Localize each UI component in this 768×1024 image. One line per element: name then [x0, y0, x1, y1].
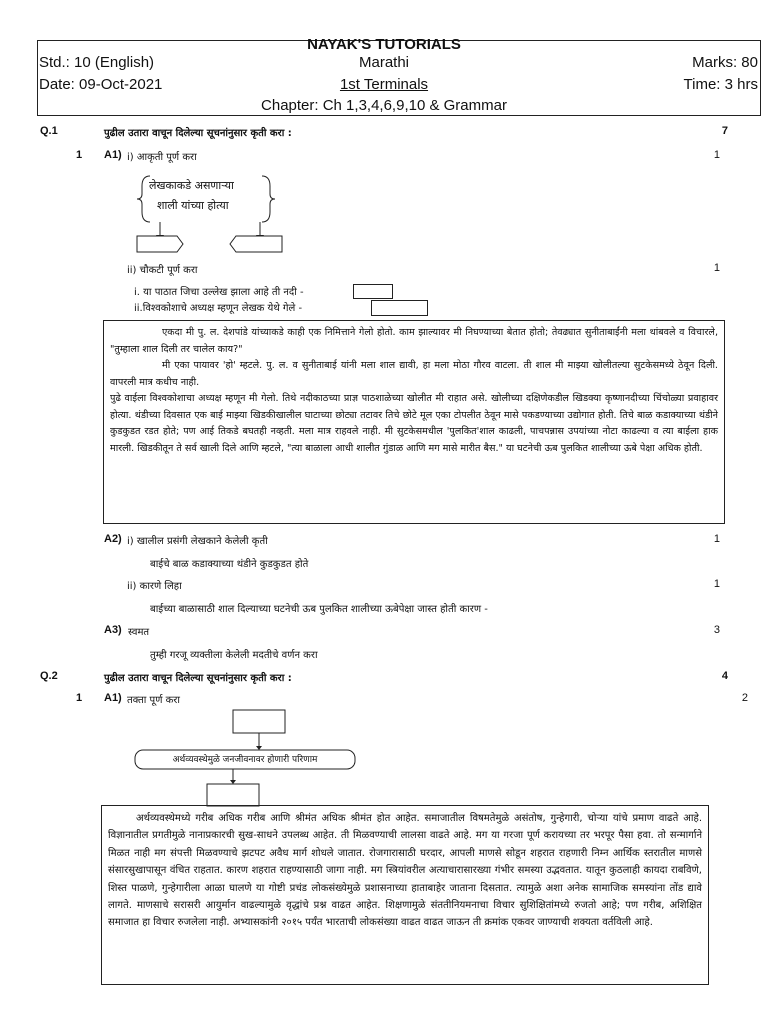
q1-sub-number: 1 [76, 149, 83, 161]
std-label: Std.: 10 (English) [39, 54, 155, 71]
q1-a2-i-text: i) खालील प्रसंगी लेखकाने केलेली कृती [127, 536, 268, 547]
marks-label: Marks: 80 [692, 54, 758, 71]
q2-marks: 4 [721, 670, 728, 682]
answer-box-place[interactable] [371, 300, 428, 316]
q1-a1-ii-text: ii) चौकटी पूर्ण करा [127, 265, 198, 276]
q2-a1-marks: 2 [741, 692, 748, 704]
institute-title: NAYAK'S TUTORIALS [307, 36, 461, 53]
q1-passage-para-3: पुढे वाईला विश्वकोशाचा अध्यक्ष म्हणून मी गेलो. तिथे नदीकाठच्या प्राज्ञ पाठशाळेच्या खोलीत मी राहात असे. खोलीच्या दक्षिणेकडील खिडक्या कृष्णानदीच्या चिंचोळ्या प्रवाहावर होत्या. थंडीच्या दिवसात एक बाई माझ्या खिडकीखालील घाटाच्या छोट्या तटावर तिचे छोटे मूल एका टोपलीत ठेवून मासे पकडण्याच्या उद्योगात होती. तिचे बाळ कडाक्याच्या थंडीने कुडकुडत रडत होते; पण आई तिकडे बघतही नव्हती. मला मात्र राहवले नाही. मी सुटकेसमधील 'पुलकित'शाल काढली, पाचपन्नास उपयांच्या नोटा काढल्या व त्या बाईला हाक मारली. खिडकीतून ते सर्व खाली दिले आणि म्हटले, "त्या बाळाला आधी शालीत गुंडाळ आणि मग मासे मारीत बैस." या घटनेची ऊब पुलकित शालीच्या ऊबे पेक्षा अधिक होती. [110, 393, 718, 454]
q1-label: Q.1 [40, 125, 58, 137]
concept-answer-box-left [137, 236, 183, 252]
q2-label: Q.2 [40, 670, 58, 682]
q1-passage-para-2: मी एका पायावर 'हो' म्हटले. पु. ल. व सुनीताबाई यांनी मला शाल द्यावी, हा मला मोठा गौरव वाटला. ती शाल मी माझ्या खोलीतल्या सुटकेसमध्ये ठेवून दिली. वापरली मात्र कधीच नाही. [110, 360, 718, 388]
q1-a2-label: A2) [104, 533, 122, 545]
q2-sub-number: 1 [76, 692, 83, 704]
chapter-label: Chapter: Ch 1,3,4,6,9,10 & Grammar [261, 97, 507, 114]
subject-label: Marathi [358, 54, 410, 71]
answer-box-river[interactable] [353, 284, 393, 299]
q2-passage [101, 805, 709, 985]
table-answer-box-top [233, 710, 285, 733]
q1-instruction: पुढील उतारा वाचून दिलेल्या सूचनांनुसार कृती करा : [104, 128, 292, 139]
q1-a1-label: A1) [104, 149, 122, 161]
q2-passage-text: अर्थव्यवस्थेमध्ये गरीब अधिक गरीब आणि श्रीमंत अधिक श्रीमंत होत आहेत. समाजातील विषमतेमुळे असंतोष, गुन्हेगारी, चोऱ्या यांचे प्रमाण वाढते आहे. विज्ञानातील प्रगतीमुळे नानाप्रकारची सुख-साधने उपलब्ध आहेत. ती मिळवण्याची लालसा वाढते आहे. मग या गरजा पूर्ण करायच्या तर भरपूर पैसा हवा. तो सन्मार्गाने मिळत नाही मग संपत्ती मिळवण्याचे झटपट अवैध मार्ग शोधले जातात. रोजगारासाठी घरदार, आपली माणसे सोडून शहरात राहणारी निम्न आर्थिक स्तरातील माणसे संसारसुखापासून वंचित राहतात. कारण शहरात राहण्यासाठी जागा नाही. मग स्त्रियांवरील अत्याचारासारख्या गंभीर समस्या उद्भवतात. यातून कुठलाही कायदा राबविणे, शिस्त पाळणे, गुन्हेगारीला आळा घालणे या गोष्टी प्रचंड लोकसंख्येमुळे प्रशासनाच्या हाताबाहेर जाताना दिसतात. त्यामुळे अशा अनेक सामाजिक समस्यांना तोंड द्यावे लागते. माणसाचे सरासरी आयुर्मान वाढल्यामुळे वृद्धांचे प्रश्न वाढत आहेत. शिक्षणामुळे संततीनियमनाचा विचार सुशिक्षितांमध्ये रुजतो आहे; पण गरीब, अशिक्षित समाजात हा विचार रुजलेला नाही. अभ्यासकांनी २०१५ पर्यंत भारताची लोकसंख्या वाढत वाढत जाऊन ती क्रमांक एकवर जाण्याची शक्यता वर्तविली आहे. [108, 813, 702, 929]
q1-a2-i-marks: 1 [713, 533, 720, 545]
q1-a3-text: स्वमत [128, 627, 150, 638]
q1-passage-para-1: एकदा मी पु. ल. देशपांडे यांच्याकडे काही एक निमित्ताने गेलो होतो. काम झाल्यावर मी निघण्याच्या बेतात होतो; तेवढ्यात सुनीताबाईंनी मला थांबवले व विचारले, "तुम्हाला शाल दिली तर चालेल काय?" [110, 327, 718, 355]
blank-question-1: i. या पाठात जिचा उल्लेख झाला आहे ती नदी - [134, 287, 304, 298]
concept-line-2: शाली यांच्या होत्या [157, 199, 229, 212]
q1-a2-ii-text: ii) कारणे लिहा [127, 581, 182, 592]
time-label: Time: 3 hrs [683, 76, 758, 93]
q2-instruction: पुढील उतारा वाचून दिलेल्या सूचनांनुसार कृती करा : [104, 673, 292, 684]
q1-a3-marks: 3 [713, 624, 720, 636]
q1-a1-i-marks: 1 [713, 149, 720, 161]
concept-line-1: लेखकाकडे असणाऱ्या [149, 179, 234, 192]
q2-a1-text: तक्ता पूर्ण करा [127, 695, 180, 706]
q1-a2-ii-prompt: बाईच्या बाळासाठी शाल दिल्याच्या घटनेची ऊब पुलकित शालीच्या ऊबेपेक्षा जास्त होती कारण - [150, 604, 488, 615]
q1-marks: 7 [721, 125, 728, 137]
table-center-text: अर्थव्यवस्थेमुळे जनजीवनावर होणारी परिणाम [172, 755, 318, 765]
q1-a3-label: A3) [104, 624, 122, 636]
q1-a2-i-prompt: बाईचे बाळ कडाक्याच्या थंडीने कुडकुडत होते [150, 559, 309, 570]
blank-question-2: ii.विश्वकोशाचे अध्यक्ष म्हणून लेखक येथे गेले - [134, 303, 303, 314]
date-label: Date: 09-Oct-2021 [39, 76, 163, 93]
q1-a2-ii-marks: 1 [713, 578, 720, 590]
q1-a3-prompt: तुम्ही गरजू व्यक्तीला केलेली मदतीचे वर्णन करा [150, 650, 318, 661]
q1-a1-i-text: i) आकृती पूर्ण करा [127, 152, 197, 163]
q2-a1-label: A1) [104, 692, 122, 704]
q1-a1-ii-marks: 1 [713, 262, 720, 274]
concept-answer-box-right [230, 236, 282, 252]
table-answer-box-bottom [207, 784, 259, 806]
q1-passage [103, 320, 725, 524]
exam-label: 1st Terminals [339, 76, 429, 93]
